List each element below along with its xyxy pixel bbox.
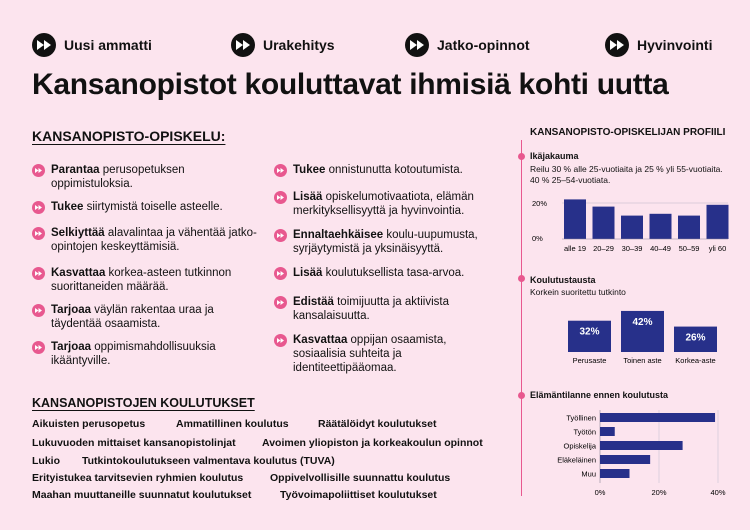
benefit-item xyxy=(32,200,257,214)
benefit-text xyxy=(293,228,494,256)
x-tick-label: Korkea-aste xyxy=(675,356,716,365)
education-heading: KANSANOPISTOJEN KOULUTUKSET xyxy=(32,396,255,410)
benefit-item xyxy=(32,340,257,368)
fast-forward-icon xyxy=(32,341,45,354)
age-bar xyxy=(593,207,615,239)
benefit-verb: Parantaa xyxy=(51,164,100,176)
education-item: Aikuisten perusopetus xyxy=(32,418,146,430)
fast-forward-icon xyxy=(274,191,287,204)
nav-label: Urakehitys xyxy=(263,37,335,53)
benefit-rest: toimijuutta ja aktiivista kansalaisuutta. xyxy=(293,296,449,322)
bar-value-label: 32% xyxy=(579,326,600,338)
benefit-verb: Tarjoaa xyxy=(51,304,92,316)
x-tick-label: alle 19 xyxy=(563,244,587,253)
age-bar xyxy=(621,216,643,239)
benefit-text xyxy=(51,266,257,294)
benefit-verb: Lisää xyxy=(293,267,323,279)
benefit-text xyxy=(51,303,257,331)
nav-item-jatko-opinnot[interactable] xyxy=(405,33,530,57)
life-bar xyxy=(600,427,615,436)
nav-item-hyvinvointi[interactable] xyxy=(605,33,712,57)
fast-forward-icon xyxy=(605,33,629,57)
benefit-text xyxy=(51,340,257,368)
page-title: Kansanopistot kouluttavat ihmisiä kohti uutta xyxy=(32,68,669,101)
fast-forward-icon xyxy=(274,334,287,347)
benefit-text xyxy=(293,190,494,218)
x-tick-label: Perusaste xyxy=(572,356,607,365)
benefit-item xyxy=(274,228,494,256)
age-title: Ikäjakauma xyxy=(530,151,579,161)
x-tick-label: yli 60 xyxy=(708,244,727,253)
life-bar xyxy=(600,413,715,422)
benefit-text xyxy=(51,226,257,254)
education-item: Työvoimapoliittiset koulutukset xyxy=(280,489,437,501)
nav-label: Jatko-opinnot xyxy=(437,37,530,53)
benefit-item xyxy=(32,266,257,294)
benefit-text xyxy=(293,333,494,375)
age-note: Reilu 30 % alle 25-vuotiaita ja 25 % yli 55-vuotiaita. 40 % 25–54-vuotiata. xyxy=(530,164,723,185)
x-tick-label: 40% xyxy=(710,488,726,497)
nav-item-uusi-ammatti[interactable] xyxy=(32,33,152,57)
y-tick-label: Opiskelija xyxy=(563,441,596,451)
benefit-item xyxy=(32,163,257,191)
fast-forward-icon xyxy=(274,229,287,242)
fast-forward-icon xyxy=(32,304,45,317)
bar-value-label: 26% xyxy=(685,332,706,344)
y-tick-label: 20% xyxy=(532,199,548,208)
benefit-item xyxy=(32,303,257,331)
fast-forward-icon xyxy=(274,296,287,309)
nav-label: Hyvinvointi xyxy=(637,37,713,53)
benefit-rest: koulutuksellista tasa-arvoa. xyxy=(322,267,465,279)
profile-heading: KANSANOPISTO-OPISKELIJAN PROFIILI xyxy=(530,127,726,138)
benefit-rest: opiskelumotivaatiota, elämän merkityksellisyyttä ja hyvinvointia. xyxy=(293,191,474,217)
life-title: Elämäntilanne ennen koulutusta xyxy=(530,390,669,400)
fast-forward-icon xyxy=(32,201,45,214)
x-tick-label: Toinen aste xyxy=(623,356,662,365)
benefit-text xyxy=(293,163,463,177)
bar-value-label: 42% xyxy=(632,316,653,328)
age-chart xyxy=(530,194,730,260)
fast-forward-icon xyxy=(274,164,287,177)
benefit-text xyxy=(51,163,257,191)
education-item: Räätälöidyt koulutukset xyxy=(318,418,437,430)
education-background-title: Koulutustausta xyxy=(530,275,596,285)
benefit-text xyxy=(293,266,464,280)
age-bar xyxy=(650,214,672,239)
education-item: Ammatillinen koulutus xyxy=(176,418,289,430)
life-bar xyxy=(600,441,683,450)
benefit-verb: Tukee xyxy=(293,164,326,176)
benefit-text xyxy=(51,200,223,214)
benefit-rest: siirtymistä toiselle asteelle. xyxy=(83,201,223,213)
fast-forward-icon xyxy=(32,164,45,177)
x-tick-label: 20–29 xyxy=(593,244,614,253)
benefit-item xyxy=(274,333,494,375)
life-bar xyxy=(600,469,630,478)
fast-forward-icon xyxy=(231,33,255,57)
fast-forward-icon xyxy=(32,267,45,280)
benefit-item xyxy=(274,163,494,177)
education-item: Oppivelvollisille suunnattu koulutus xyxy=(270,472,451,484)
education-item: Lukuvuoden mittaiset kansanopistolinjat xyxy=(32,437,236,449)
education-background-subtitle: Korkein suoritettu tutkinto xyxy=(530,287,626,297)
benefit-verb: Ennaltaehkäisee xyxy=(293,229,384,241)
life-situation-chart xyxy=(556,410,736,506)
benefit-rest: oppijan osaamista, sosiaalisia suhteita ja identiteettipääomaa. xyxy=(293,334,447,374)
y-tick-label: Työtön xyxy=(573,427,596,437)
education-item: Lukio xyxy=(32,455,60,467)
nav-label: Uusi ammatti xyxy=(64,37,152,53)
benefit-verb: Tukee xyxy=(51,201,84,213)
benefit-item xyxy=(274,266,494,280)
fast-forward-icon xyxy=(405,33,429,57)
benefit-rest: onnistunutta kotoutumista. xyxy=(325,164,463,176)
benefit-verb: Kasvattaa xyxy=(51,267,106,279)
age-bar xyxy=(707,205,729,239)
benefit-item xyxy=(32,226,257,254)
nav-item-urakehitys[interactable] xyxy=(231,33,335,57)
x-tick-label: 40–49 xyxy=(650,244,671,253)
benefit-verb: Selkiyttää xyxy=(51,227,105,239)
education-item: Maahan muuttaneille suunnatut koulutukset xyxy=(32,489,252,501)
benefit-verb: Tarjoaa xyxy=(51,341,92,353)
benefit-item xyxy=(274,190,494,218)
benefit-item xyxy=(274,295,494,323)
education-item: Erityistukea tarvitsevien ryhmien koulutus xyxy=(32,472,244,484)
timeline-dot xyxy=(518,392,525,399)
benefit-rest: perusopetuksen oppimistuloksia. xyxy=(51,164,185,190)
age-bar xyxy=(564,199,586,239)
age-bar xyxy=(678,216,700,239)
fast-forward-icon xyxy=(32,33,56,57)
education-chart xyxy=(560,300,730,368)
y-tick-label: Työllinen xyxy=(566,413,596,423)
timeline-dot xyxy=(518,275,525,282)
x-tick-label: 20% xyxy=(651,488,667,497)
education-item: Avoimen yliopiston ja korkeakoulun opinnot xyxy=(262,437,483,449)
y-tick-label: Muu xyxy=(581,469,596,479)
x-tick-label: 50–59 xyxy=(678,244,700,253)
study-heading: KANSANOPISTO-OPISKELU: xyxy=(32,128,226,144)
timeline-line xyxy=(521,140,522,496)
x-tick-label: 30–39 xyxy=(621,244,643,253)
x-tick-label: 0% xyxy=(594,488,606,497)
y-tick-label: Eläkeläinen xyxy=(557,455,596,465)
benefit-rest: väylän rakentaa uraa ja täydentää osaamista. xyxy=(51,304,214,330)
benefit-rest: oppimismahdollisuuksia ikääntyville. xyxy=(51,341,216,367)
fast-forward-icon xyxy=(274,267,287,280)
top-navigation xyxy=(32,33,722,57)
timeline-dot xyxy=(518,153,525,160)
fast-forward-icon xyxy=(32,227,45,240)
benefit-verb: Edistää xyxy=(293,296,334,308)
benefit-verb: Kasvattaa xyxy=(293,334,348,346)
benefit-rest: korkea-asteen tutkinnon suorittaneiden määrää. xyxy=(51,267,232,293)
benefit-text xyxy=(293,295,494,323)
benefit-verb: Lisää xyxy=(293,191,323,203)
education-item: Tutkintokoulutukseen valmentava koulutus (TUVA) xyxy=(82,455,335,467)
benefit-rest: alavalintaa ja vähentää jatko-opintojen keskeyttämisiä. xyxy=(51,227,257,253)
benefit-rest: koulu-uupumusta, syrjäytymistä ja yksinäisyyttä. xyxy=(293,229,478,255)
life-bar xyxy=(600,455,650,464)
y-tick-label: 0% xyxy=(532,234,543,243)
